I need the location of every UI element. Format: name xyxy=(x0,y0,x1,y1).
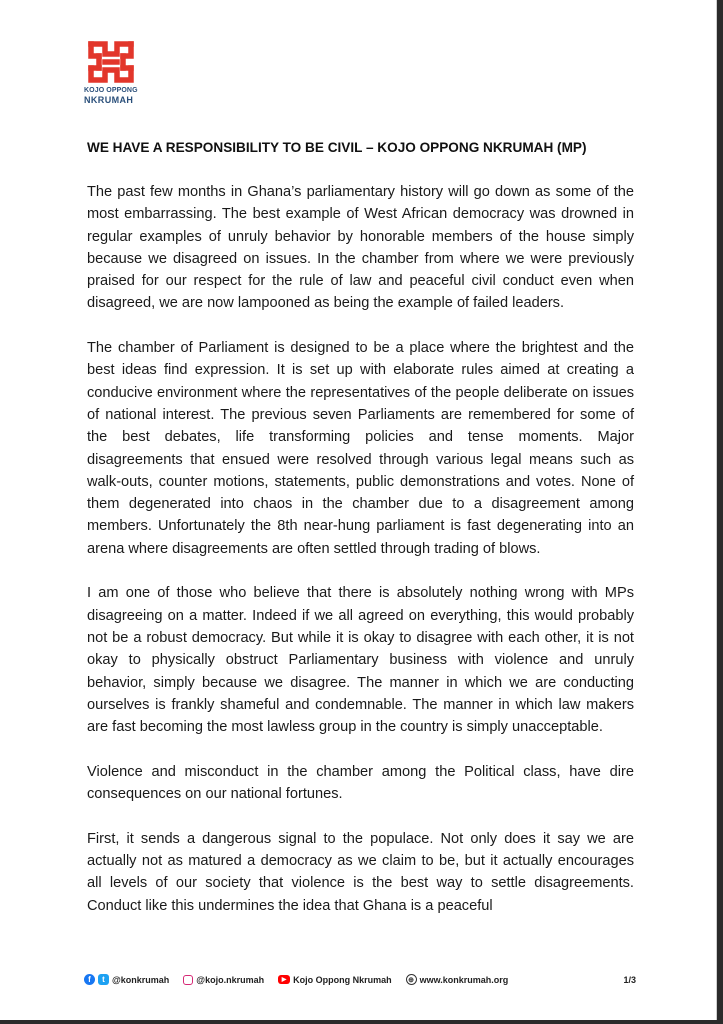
page-number: 1/3 xyxy=(623,974,636,985)
logo xyxy=(84,40,144,105)
document-title: WE HAVE A RESPONSIBILITY TO BE CIVIL – KOJO OPPONG NKRUMAH (MP) xyxy=(87,140,587,155)
instagram-icon xyxy=(183,975,193,985)
footer xyxy=(84,974,636,985)
paragraph-1: The past few months in Ghana’s parliamentary history will go down as some of the most embarrassing. The best example of West African democracy was drowned in regular examples of unruly behavior by honorable members of the house simply because we disagreed on issues. In the chamber from where we were previously praised for our respect for the rule of law and peaceful civil conduct even when disagreed, we are now lampooned as being the example of failed leaders. xyxy=(87,184,634,312)
logo-line-1: KOJO OPPONG xyxy=(84,87,138,94)
footer-social-instagram[interactable] xyxy=(183,975,264,985)
logo-mark-icon xyxy=(87,40,135,84)
paragraph-5: First, it sends a dangerous signal to the populace. Not only does it say we are actually not as matured a democracy as we claim to be, but it actually encourages all levels of our society that violence is the best way to settle disagreements. Conduct like this undermines the idea that Ghana is a peaceful xyxy=(87,830,634,914)
youtube-icon: ▶ xyxy=(278,975,290,984)
globe-icon: ⊕ xyxy=(406,974,417,985)
footer-website[interactable] xyxy=(406,974,509,985)
logo-line-2: NKRUMAH xyxy=(84,95,134,105)
logo-text xyxy=(84,87,144,105)
twitter-handle: @konkrumah xyxy=(112,974,170,985)
footer-social-twitter[interactable] xyxy=(84,974,169,985)
paragraph-4: Violence and misconduct in the chamber among the Political class, have dire consequences on our national fortunes. xyxy=(87,763,634,803)
footer-social-youtube[interactable] xyxy=(278,975,392,985)
paragraph-3: I am one of those who believe that there is absolutely nothing wrong with MPs disagreeing on a matter. Indeed if we all agreed on everything, this would probably not be a robust democracy. But while it is okay to disagree with each other, it is not okay to physically obstruct Parliamentary business with violence and unruly behavior, simply because we disagree. The manner in which we are conducting ourselves is frankly shameful and condemnable. The manner in which law makers are fast becoming the most lawless group in the country is simply unacceptable. xyxy=(87,585,634,736)
paragraph-2: The chamber of Parliament is designed to be a place where the brightest and the best ideas find expression. It is set up with elaborate rules aimed at creating a conducive environment where the representatives of the people deliberate on issues of national interest. The previous seven Parliaments are remembered for some of the best debates, life transforming policies and tense moments. Major disagreements that ensued were resolved through various legal means such as walk-outs, counter motions, statements, public demonstrations and votes. None of them degenerated into chaos in the chamber due to a disagreement among members. Unfortunately the 8th near-hung parliament is fast degenerating into an arena where disagreements are often settled through trading of blows. xyxy=(87,340,634,557)
twitter-icon: t xyxy=(98,974,109,985)
instagram-handle: @kojo.nkrumah xyxy=(196,974,265,985)
facebook-icon: f xyxy=(84,974,95,985)
website-link: www.konkrumah.org xyxy=(419,974,509,985)
youtube-channel: Kojo Oppong Nkrumah xyxy=(293,974,392,985)
document-body xyxy=(87,181,634,939)
